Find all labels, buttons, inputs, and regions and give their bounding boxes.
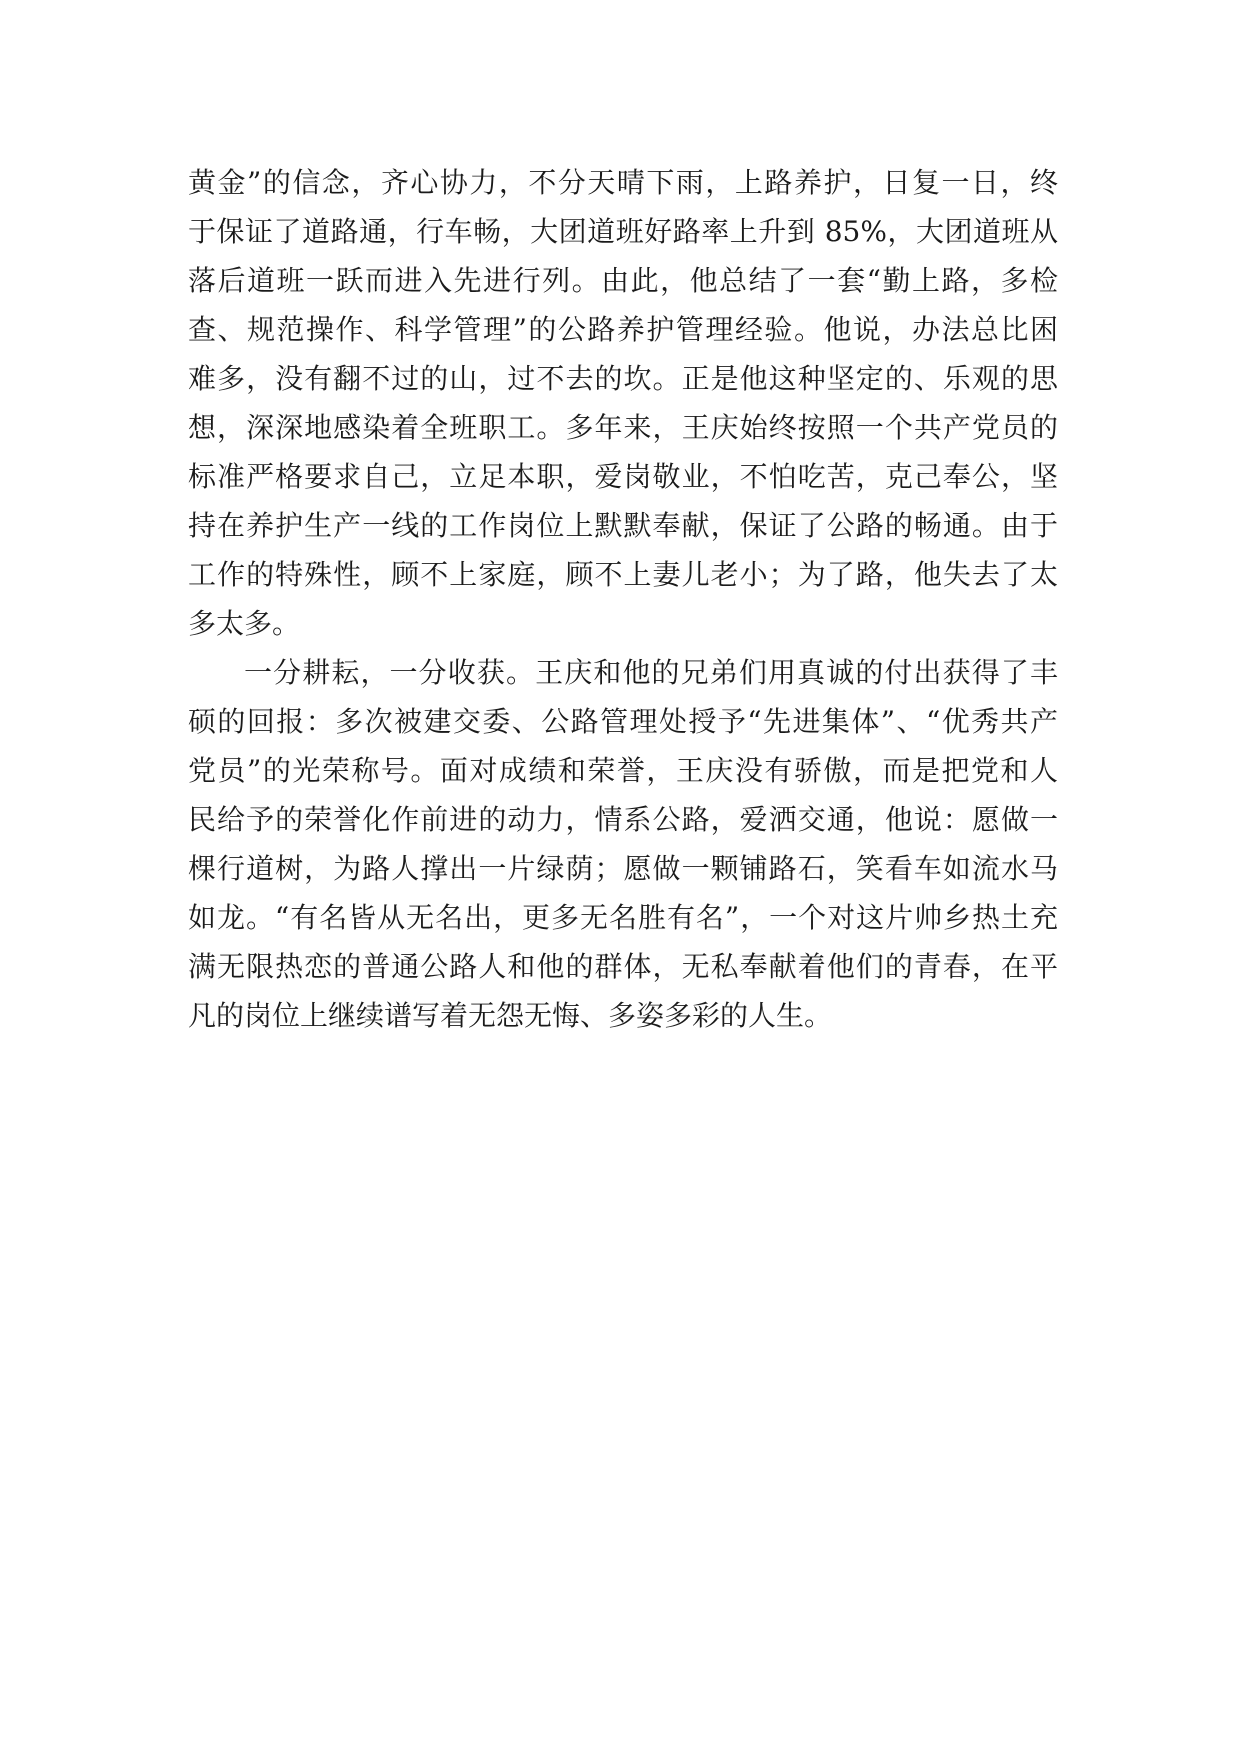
text-line: 民给予的荣誉化作前进的动力，情系公路，爱洒交通，他说：愿做一 xyxy=(188,803,1058,836)
text-line: 工作的特殊性，顾不上家庭，顾不上妻儿老小；为了路，他失去了太 xyxy=(188,558,1058,591)
text-line: 想，深深地感染着全班职工。多年来，王庆始终按照一个共产党员的 xyxy=(188,411,1058,444)
text-line: 一分耕耘，一分收获。王庆和他的兄弟们用真诚的付出获得了丰 xyxy=(244,656,1058,689)
text-line: 难多，没有翻不过的山，过不去的坎。正是他这种坚定的、乐观的思 xyxy=(188,362,1058,395)
text-line: 棵行道树，为路人撑出一片绿荫；愿做一颗铺路石，笑看车如流水马 xyxy=(188,852,1058,885)
text-line: 查、规范操作、科学管理”的公路养护管理经验。他说，办法总比困 xyxy=(188,313,1058,346)
text-line: 满无限热恋的普通公路人和他的群体，无私奉献着他们的青春，在平 xyxy=(188,950,1058,983)
document-body xyxy=(188,158,1058,1040)
paragraph-1 xyxy=(188,158,1058,648)
paragraph-2 xyxy=(188,648,1058,1040)
text-line: 党员”的光荣称号。面对成绩和荣誉，王庆没有骄傲，而是把党和人 xyxy=(188,754,1058,787)
text-line: 如龙。“有名皆从无名出，更多无名胜有名”，一个对这片帅乡热土充 xyxy=(188,901,1058,934)
text-line: 硕的回报：多次被建交委、公路管理处授予“先进集体”、“优秀共产 xyxy=(188,705,1058,738)
text-line: 落后道班一跃而进入先进行列。由此，他总结了一套“勤上路，多检 xyxy=(188,264,1058,297)
text-line: 凡的岗位上继续谱写着无怨无悔、多姿多彩的人生。 xyxy=(188,999,833,1032)
text-line: 于保证了道路通，行车畅，大团道班好路率上升到 85%，大团道班从 xyxy=(188,215,1058,248)
text-line: 黄金”的信念，齐心协力，不分天晴下雨，上路养护，日复一日，终 xyxy=(188,166,1058,199)
text-line: 多太多。 xyxy=(188,607,301,640)
text-line: 持在养护生产一线的工作岗位上默默奉献，保证了公路的畅通。由于 xyxy=(188,509,1058,542)
text-line: 标准严格要求自己，立足本职，爱岗敬业，不怕吃苦，克己奉公，坚 xyxy=(188,460,1058,493)
